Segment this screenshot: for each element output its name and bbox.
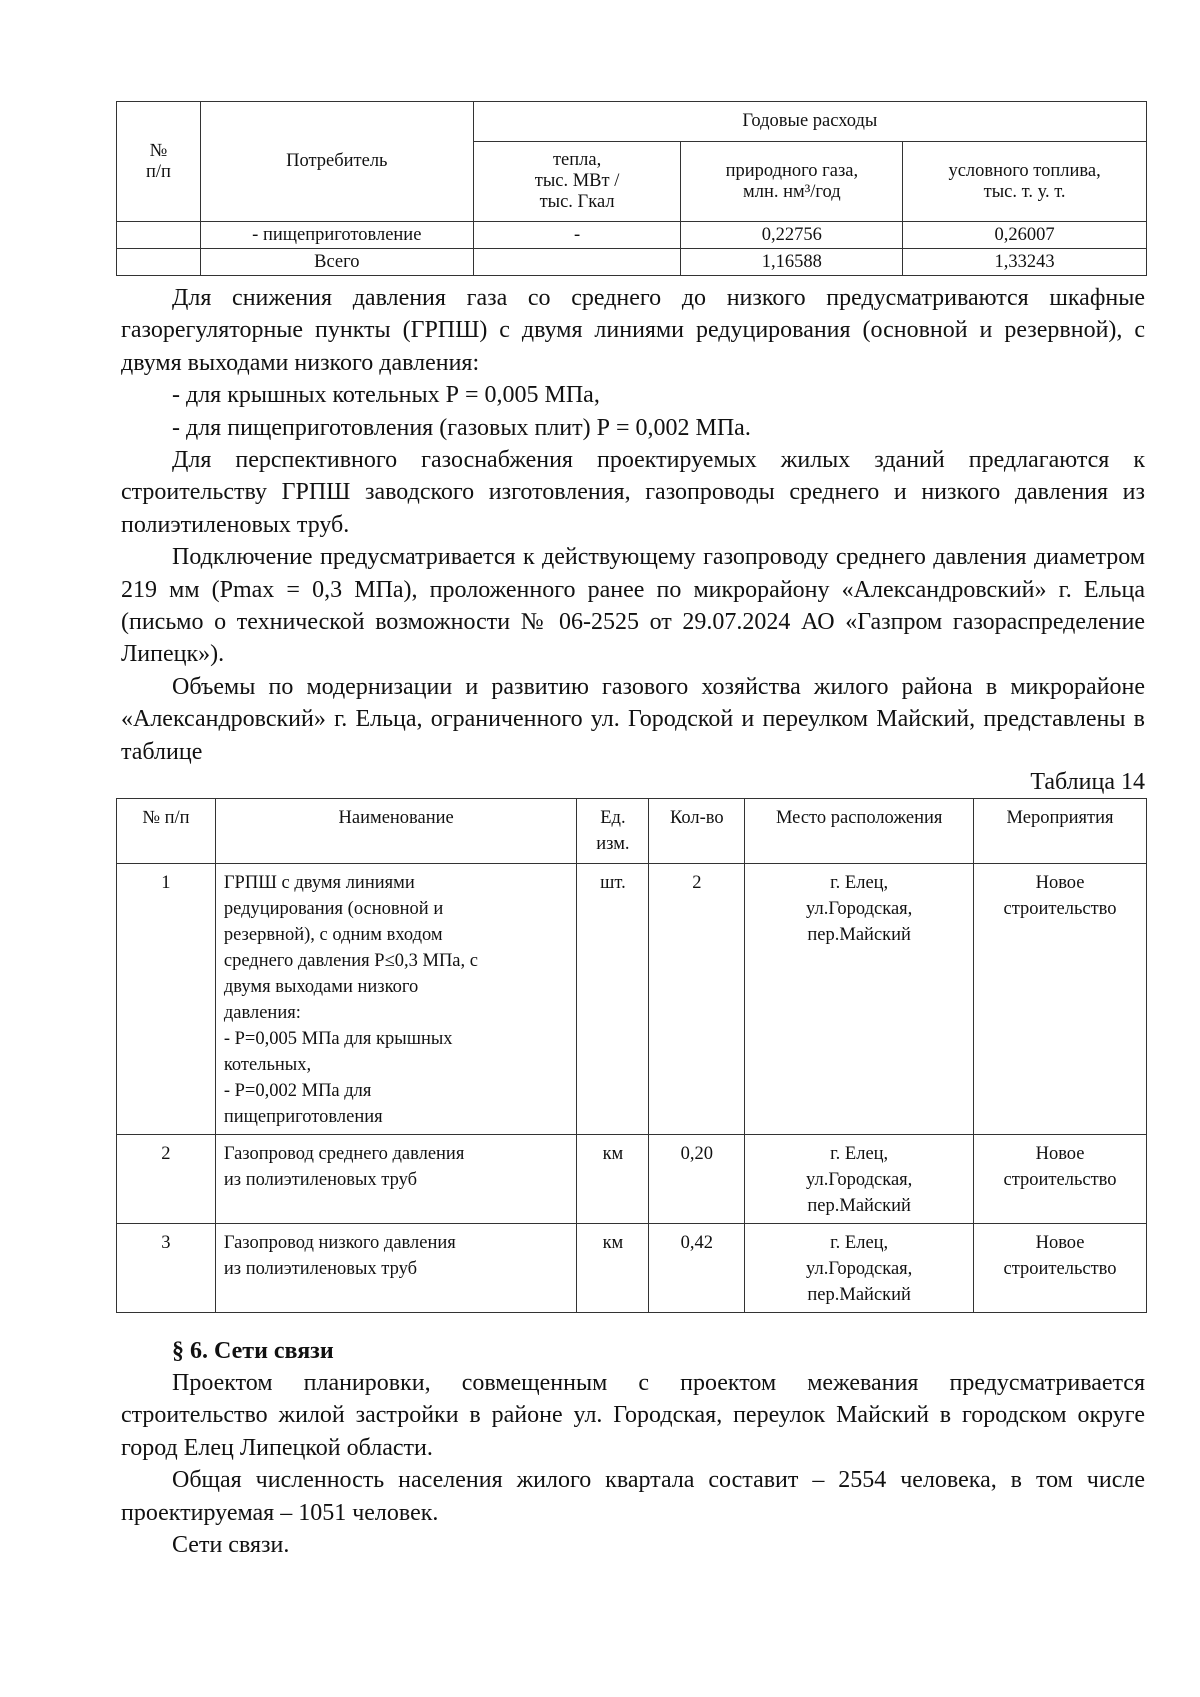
table-row: - пищеприготовление - 0,22756 0,26007 xyxy=(117,222,1147,249)
col-consumer-header: Потребитель xyxy=(200,102,473,222)
header-num: № п/п xyxy=(117,799,216,864)
col-fuel-header: условного топлива, тыс. т. у. т. xyxy=(903,142,1147,222)
table-row: 2 Газопровод среднего давления из полиэтиленовых труб км 0,20 г. Елец, ул.Городская, пер.Майский Новое строительство xyxy=(117,1135,1147,1224)
paragraph: Проектом планировки, совмещенным с проектом межевания предусматривается строительство жилой застройки в районе ул. Городская, переулок Майский в городском округе город Елец Липецкой области. xyxy=(121,1370,1145,1461)
col-gas-header: природного газа, млн. нм³/год xyxy=(681,142,903,222)
col-heat-header: тепла, тыс. МВт / тыс. Гкал xyxy=(473,142,681,222)
list-item: - для крышных котельных Р = 0,005 МПа, xyxy=(172,382,600,409)
table-row: 3 Газопровод низкого давления из полиэтиленовых труб км 0,42 г. Елец, ул.Городская, пер.Майский Новое строительство xyxy=(117,1224,1147,1313)
col-annual-header: Годовые расходы xyxy=(473,102,1146,142)
section-text xyxy=(121,1367,1145,1561)
table-row: Всего 1,16588 1,33243 xyxy=(117,249,1147,276)
table-caption: Таблица 14 xyxy=(1030,769,1145,795)
paragraph: Сети связи. xyxy=(172,1532,290,1559)
col-num-header: № п/п xyxy=(117,102,201,222)
header-name: Наименование xyxy=(215,799,577,864)
header-qty: Кол-во xyxy=(649,799,745,864)
paragraph: Объемы по модернизации и развитию газового хозяйства жилого района в микрорайоне «Александровский» г. Ельца, ограниченного ул. Городской и переулком Майский, представлены в таблице xyxy=(121,673,1145,765)
gas-consumption-table xyxy=(116,101,1147,276)
paragraph: Для перспективного газоснабжения проектируемых жилых зданий предлагаются к строительству ГРПШ заводского изготовления, газопроводы среднего и низкого давления из полиэтиленовых труб. xyxy=(121,447,1145,538)
section-title: § 6. Сети связи xyxy=(172,1338,334,1364)
paragraph: Подключение предусматривается к действующему газопроводу среднего давления диаметром 219 мм (Pmax = 0,3 МПа), проложенного ранее по микрорайону «Александровский» г. Ельца (письмо о технической возможности № 06-2525 от 29.07.2024 АО «Газпром газораспределение Липецк»). xyxy=(121,544,1145,668)
header-place: Место расположения xyxy=(745,799,974,864)
header-action: Мероприятия xyxy=(974,799,1147,864)
header-unit: Ед. изм. xyxy=(577,799,649,864)
gas-works-table xyxy=(116,798,1147,1313)
table-row: 1 ГРПШ с двумя линиями редуцирования (основной и резервной), с одним входом среднего давления Р≤0,3 МПа, с двумя выходами низкого давления: - Р=0,005 МПа для крышных котельных, - Р=0,002 МПа для пищеприготовления шт. 2 г. Елец, ул.Городская, пер.Майский Новое строительство xyxy=(117,864,1147,1135)
paragraph: Общая численность населения жилого квартала составит – 2554 человека, в том числе проектируемая – 1051 человек. xyxy=(121,1467,1145,1526)
list-item: - для пищеприготовления (газовых плит) Р = 0,002 МПа. xyxy=(172,414,751,441)
body-text xyxy=(121,282,1145,768)
paragraph: Для снижения давления газа со среднего до низкого предусматриваются шкафные газорегуляторные пункты (ГРПШ) с двумя линиями редуцирования (основной и резервной), с двумя выходами низкого давления: xyxy=(121,285,1145,376)
